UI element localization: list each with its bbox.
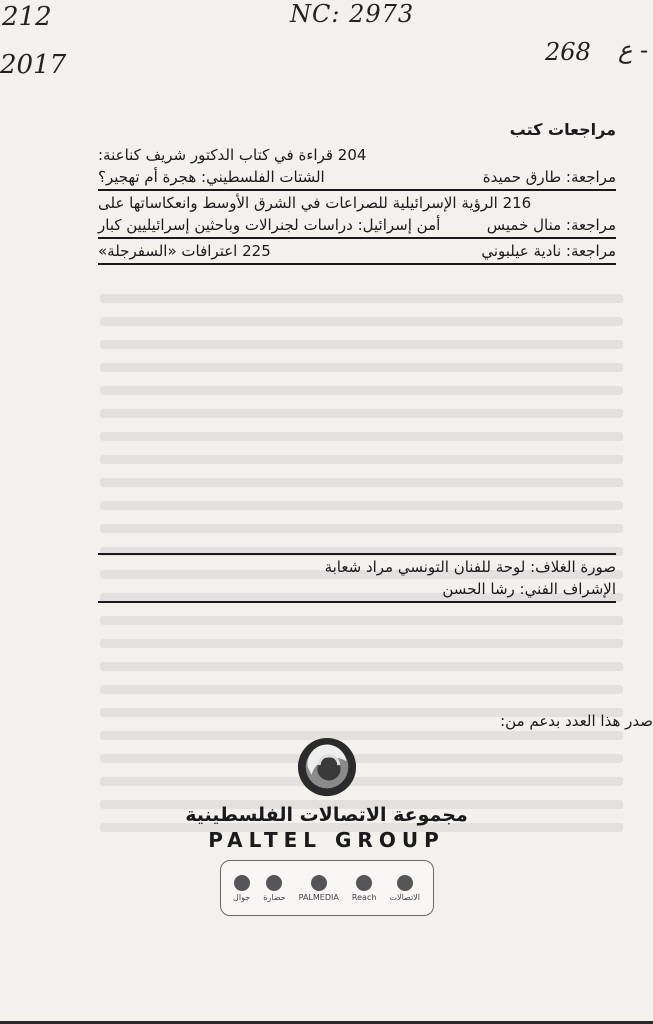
entry-line xyxy=(98,166,616,188)
review-entry xyxy=(98,192,616,236)
entry-reviewer: مراجعة: نادية عيلبوني xyxy=(481,242,616,260)
review-entry xyxy=(98,144,616,188)
entry-line xyxy=(98,240,616,262)
brand-logo: PALMEDIA xyxy=(299,875,339,902)
sponsor-intro: صدر هذا العدد بدعم من: xyxy=(500,712,653,730)
handwritten-reference: NC: 2973 xyxy=(290,0,415,28)
section-title: مراجعات كتب xyxy=(509,120,616,139)
entry-title: 216 الرؤية الإسرائيلية للصراعات في الشرق الأوسط وانعكاساتها على xyxy=(98,194,532,212)
cover-credit: صورة الغلاف: لوحة للفنان التونسي مراد شعابة xyxy=(324,558,616,576)
divider xyxy=(98,601,616,603)
brand-logo: Reach xyxy=(352,875,377,902)
reviews-list xyxy=(98,144,616,266)
brand-strip xyxy=(220,860,434,916)
handwritten-page-number: 268 xyxy=(545,38,591,66)
handwritten-mark: ع - xyxy=(618,36,649,64)
brand-icon xyxy=(234,875,250,891)
brand-logo: الاتصالات xyxy=(389,875,419,902)
entry-title: 204 قراءة في كتاب الدكتور شريف كناعنة: xyxy=(98,146,367,164)
credits xyxy=(98,552,616,604)
entry-title: 225 اعترافات «السفرجلة» xyxy=(98,242,271,260)
divider xyxy=(98,553,616,555)
entry-title: أمن إسرائيل: دراسات لجنرالات وباحثين إسرائيليين كبار xyxy=(98,216,441,234)
entry-line xyxy=(98,144,616,166)
entry-line xyxy=(98,214,616,236)
sponsor-name-arabic: مجموعة الاتصالات الفلسطينية xyxy=(185,804,468,826)
divider xyxy=(98,237,616,239)
brand-icon xyxy=(311,875,327,891)
entry-title: الشتات الفلسطيني: هجرة أم تهجير؟ xyxy=(98,168,325,186)
brand-icon xyxy=(397,875,413,891)
brand-icon xyxy=(356,875,372,891)
art-supervision-credit: الإشراف الفني: رشا الحسن xyxy=(442,580,616,598)
sponsor-block xyxy=(0,712,653,916)
handwritten-year: 2017 xyxy=(0,50,67,80)
entry-reviewer: مراجعة: منال خميس xyxy=(486,216,616,234)
divider xyxy=(98,263,616,265)
paltel-logo-icon xyxy=(296,736,358,798)
sponsor-name-english: PALTEL GROUP xyxy=(208,828,445,852)
handwritten-number: 212 xyxy=(2,2,52,32)
entry-line xyxy=(98,192,616,214)
brand-logo: حضارة xyxy=(263,875,285,902)
brand-icon xyxy=(266,875,282,891)
brand-logo: جوال xyxy=(233,875,250,902)
divider xyxy=(98,189,616,191)
entry-reviewer: مراجعة: طارق حميدة xyxy=(482,168,616,186)
review-entry xyxy=(98,240,616,262)
